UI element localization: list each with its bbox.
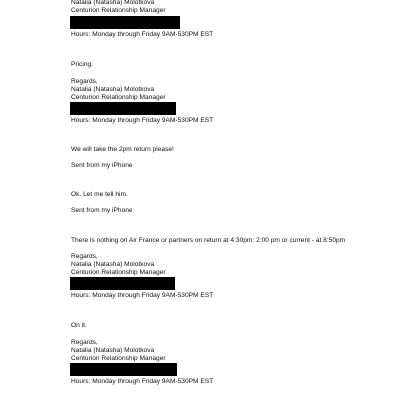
hours-line: Hours: Monday through Friday 9AM-530PM EST <box>71 31 214 38</box>
signature-name: Natalia (Natasha) Molotkova <box>71 261 155 268</box>
message-take-2pm: We will take the 2pm return please! <box>71 146 174 153</box>
message-let-me-tell: Ok. Let me tell him. <box>71 191 128 198</box>
message-nothing-on-air-france: There is nothing on Air France or partners on return at 4:30pm: 2:00 pm or current - at 8:50pm <box>71 237 346 244</box>
signature-title: Centurion Relationship Manager <box>71 94 166 101</box>
regards-line: Regards, <box>71 339 98 346</box>
sent-from-iphone: Sent from my iPhone <box>71 162 133 169</box>
sent-from-iphone: Sent from my iPhone <box>71 207 133 214</box>
signature-name: Natalia (Natasha) Molotkova <box>71 347 155 354</box>
hours-line: Hours: Monday through Friday 9AM-530PM EST <box>71 117 214 124</box>
hours-line: Hours: Monday through Friday 9AM-530PM EST <box>71 292 214 299</box>
signature-title: Centurion Relationship Manager <box>71 269 166 276</box>
redaction-bar <box>70 16 180 29</box>
redaction-bar <box>70 363 177 376</box>
regards-line: Regards, <box>71 78 98 85</box>
redaction-bar <box>70 277 175 290</box>
message-on-it: On it. <box>71 322 87 329</box>
signature-name: Natalia (Natasha) Molotkova <box>71 86 155 93</box>
redaction-bar <box>70 102 176 115</box>
regards-line: Regards, <box>71 253 98 260</box>
message-pricing: Pricing. <box>71 61 93 68</box>
hours-line: Hours: Monday through Friday 9AM-530PM EST <box>71 378 214 385</box>
signature-title: Centurion Relationship Manager <box>71 355 166 362</box>
signature-name: Natalia (Natasha) Molotkova <box>71 0 155 6</box>
signature-title: Centurion Relationship Manager <box>71 7 166 14</box>
